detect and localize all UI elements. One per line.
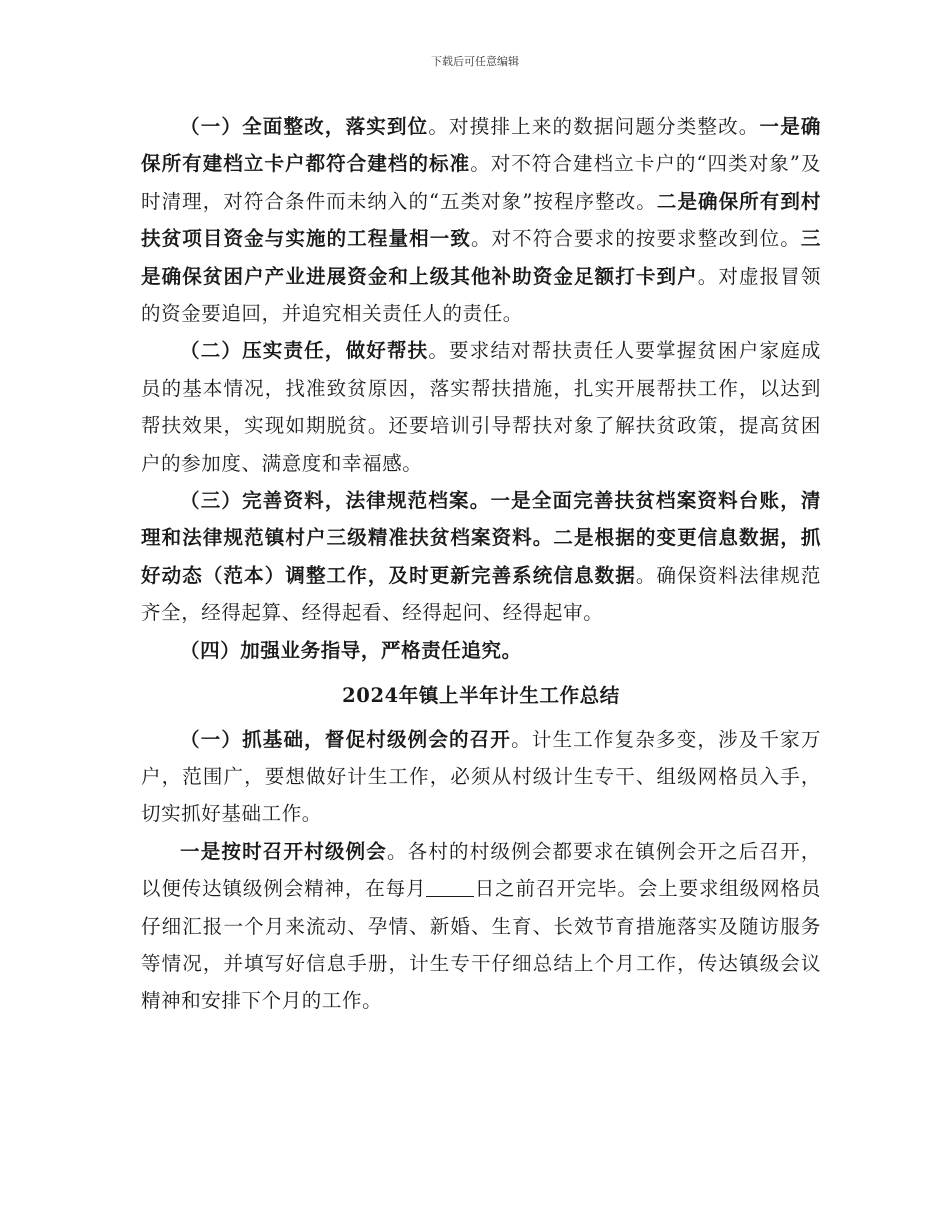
paragraph-4	[141, 632, 821, 669]
paragraph-3	[141, 482, 821, 632]
paragraph-3-heading: （三）完善资料，法律规范档案。一是全面完善扶贫档案资料台账，清理和法律规范镇村户三级精准扶贫档案资料。二是根据的变更信息数据，抓好动态（范本）调整工作，及时更新完善系统信息数据	[141, 489, 821, 587]
page-header: 下载后可任意编辑	[431, 55, 519, 68]
paragraph-1-bold-2: 二是确保所有到村扶贫项目资金与实施的工程量相一致	[141, 189, 821, 251]
paragraph-1-text-1: 。对摸排上来的数据问题分类整改。	[428, 115, 760, 138]
paragraph-2-text: 。要求结对帮扶责任人要掌握贫困户家庭成员的基本情况，找准致贫原因，落实帮扶措施，扎实开展帮扶工作，以达到帮扶效果，实现如期脱贫。还要培训引导帮扶对象了解扶贫政策，提高贫困户的参加度、满意度和幸福感。	[141, 339, 821, 475]
paragraph-1-text-3: 。对不符合要求的按要求整改到位。	[470, 227, 801, 251]
paragraph-1-heading: （一）全面整改，落实到位	[180, 115, 429, 138]
paragraph-1-bold-1: 一是确保所有建档立卡户都符合建档的标准	[141, 115, 821, 176]
paragraph-1-text-4: 。对虚报冒领的资金要追回，并追究相关责任人的责任。	[141, 264, 821, 326]
paragraph-1-text-2: 。对不符合建档立卡户的“四类对象”及时清理，对符合条件而未纳入的“五类对象”按程序整改。	[141, 152, 821, 213]
section-title: 2024年镇上半年计生工作总结	[342, 684, 620, 708]
fill-in-blank	[426, 877, 474, 898]
paragraph-6-heading: 一是按时召开村级例会	[180, 839, 387, 863]
paragraph-1	[141, 108, 821, 332]
paragraph-2-heading: （二）压实责任，做好帮扶	[180, 339, 429, 363]
paragraph-5	[141, 721, 821, 833]
paragraph-5-heading: （一）抓基础，督促村级例会的召开	[180, 727, 512, 751]
paragraph-1-bold-3: 三是确保贫困户产业进展资金和上级其他补助资金足额打卡到户	[141, 227, 821, 288]
paragraph-6	[141, 833, 821, 1020]
paragraph-5-text: 。计生工作复杂多变，涉及千家万户，范围广，要想做好计生工作，必须从村级计生专干、组级网格员入手，切实抓好基础工作。	[141, 727, 821, 826]
paragraph-6-text-2: 日之前召开完毕。会上要求组级网格员仔细汇报一个月来流动、孕情、新婚、生育、长效节育措施落实及随访服务等情况，并填写好信息手册，计生专干仔细总结上个月工作，传达镇级会议精神和安排下个月的工作。	[141, 877, 821, 1013]
paragraph-3-text: 。确保资料法律规范齐全，经得起算、经得起看、经得起问、经得起审。	[141, 563, 821, 625]
paragraph-6-text-1: 。各村的村级例会都要求在镇例会开之后召开，以便传达镇级例会精神，在每月	[141, 839, 821, 901]
document-body	[141, 108, 821, 1020]
paragraph-4-heading: （四）加强业务指导，严格责任追究。	[180, 638, 522, 662]
paragraph-2	[141, 332, 821, 482]
